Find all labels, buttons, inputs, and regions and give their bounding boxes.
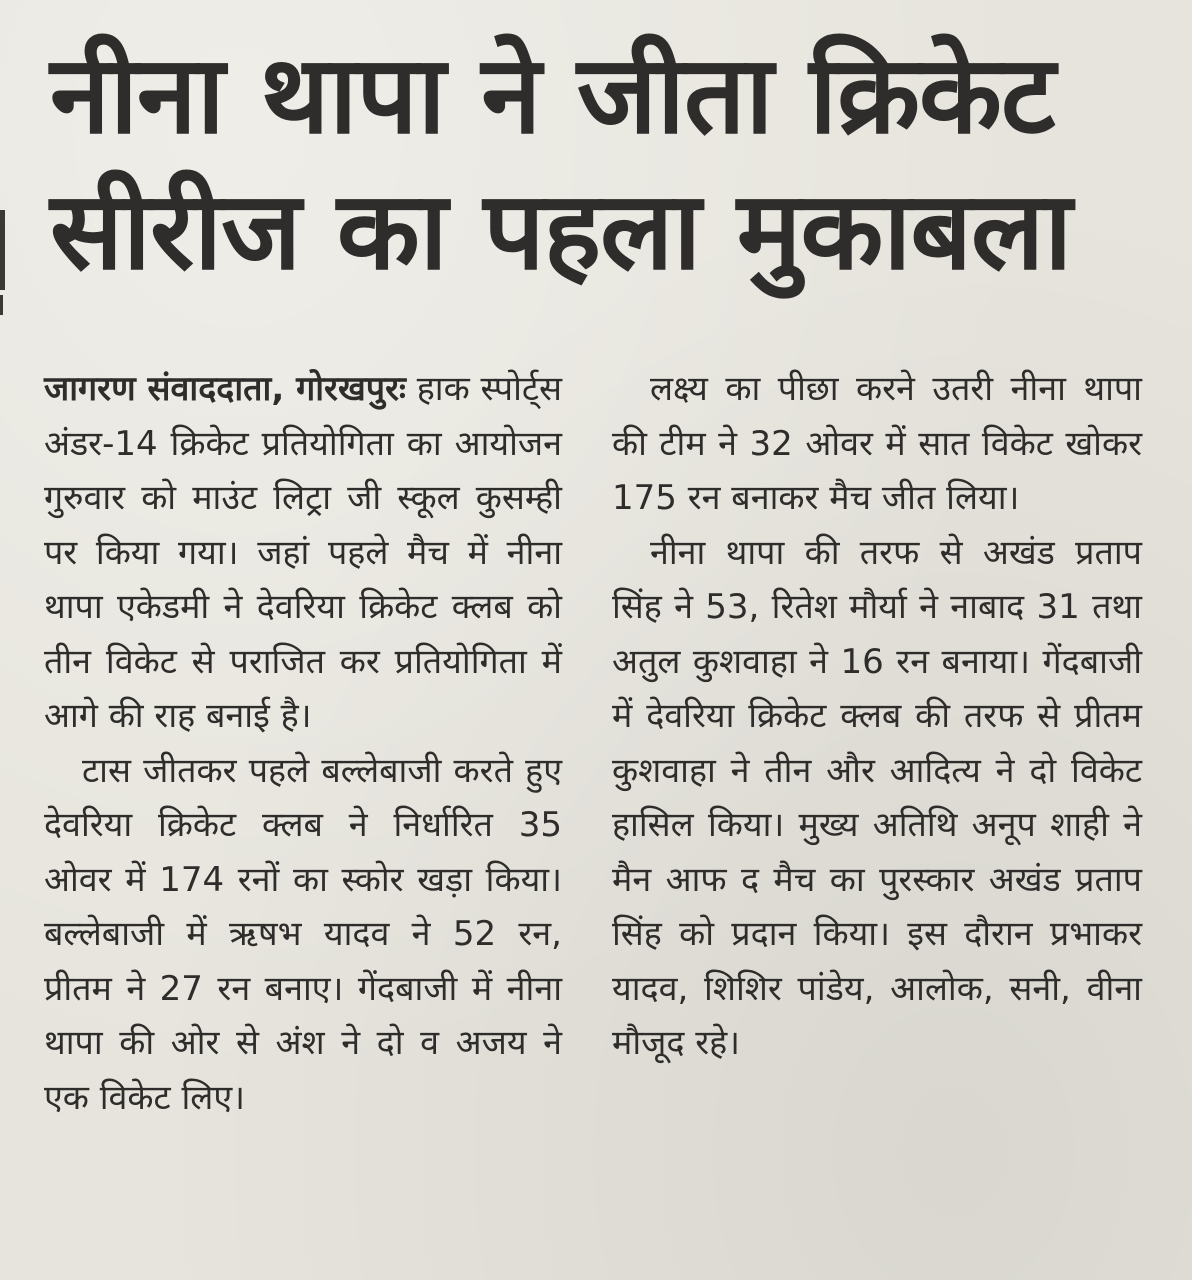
article-paragraph: लक्ष्य का पीछा करने उतरी नीना थापा की टीम ने 32 ओवर में सात विकेट खोकर 175 रन बनाकर मैच जीत लिया। [612,369,1142,518]
headline-line-1: नीना थापा ने जीता क्रिकेट [50,33,1055,158]
article-right-column [612,362,1142,1071]
article-left-column [44,362,562,1125]
column-rule-mark [0,210,5,290]
headline-line-2: सीरीज का पहला मुकाबला [50,169,1072,294]
headline [50,28,1150,300]
article-paragraph: टास जीतकर पहले बल्लेबाजी करते हुए देवरिया क्रिकेट क्लब ने निर्धारित 35 ओवर में 174 रनों का स्कोर खड़ा किया। बल्लेबाजी में ऋषभ यादव ने 52 रन, प्रीतम ने 27 रन बनाए। गेंदबाजी में नीना थापा की ओर से अंश ने दो व अजय ने एक विकेट लिए। [44,750,562,1118]
column-rule-mark [0,295,3,315]
dateline: जागरण संवाददाता, गोरखपुरः [44,369,406,409]
article-paragraph-text: हाक स्पोर्ट्स अंडर-14 क्रिकेट प्रतियोगिता का आयोजन गुरुवार को माउंट लिट्रा जी स्कूल कुसम्ही पर किया गया। जहां पहले मैच में नीना थापा एकेडमी ने देवरिया क्रिकेट क्लब को तीन विकेट से पराजित कर प्रतियोगिता में आगे की राह बनाई है। [44,369,562,736]
article-paragraph: नीना थापा की तरफ से अखंड प्रताप सिंह ने 53, रितेश मौर्या ने नाबाद 31 तथा अतुल कुशवाहा ने 16 रन बनाया। गेंदबाजी में देवरिया क्रिकेट क्लब की तरफ से प्रीतम कुशवाहा ने तीन और आदित्य ने दो विकेट हासिल किया। मुख्य अतिथि अनूप शाही ने मैन आफ द मैच का पुरस्कार अखंड प्रताप सिंह को प्रदान किया। इस दौरान प्रभाकर यादव, शिशिर पांडेय, आलोक, सनी, वीना मौजूद रहे। [612,532,1142,1063]
article-paragraph [44,362,562,744]
